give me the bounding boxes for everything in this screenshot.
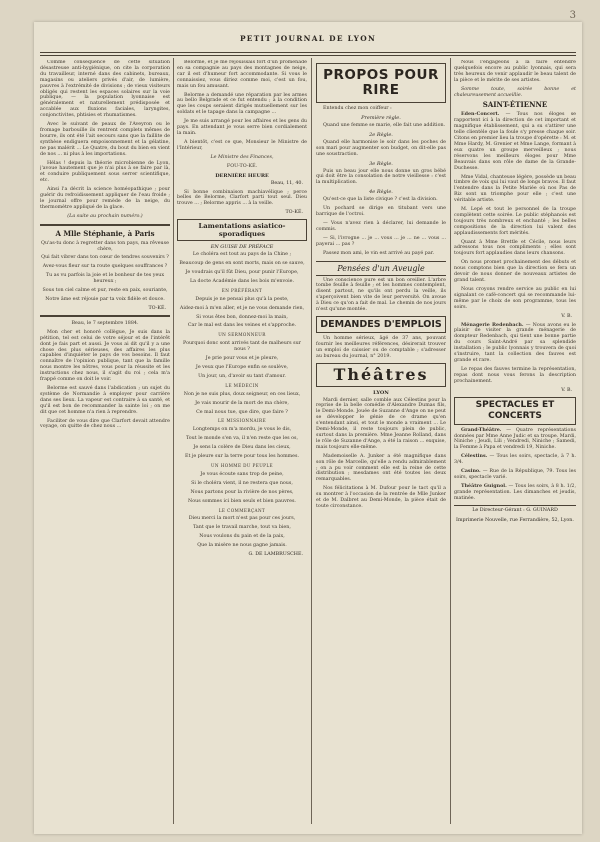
menagerie-paragraph: Le repas des fauves termine la représentation, repas dont nous vous ferons la description prochainement. — [454, 366, 576, 384]
lament-line: EN PRÉFÉRANT — [221, 287, 263, 293]
dispatch-place: Beau, 11, 40. — [270, 180, 303, 186]
casino-heading: Casino. — [461, 468, 481, 475]
lyon-heading: LYON — [373, 389, 389, 396]
demandes-heading-box — [316, 316, 446, 333]
spectacles-title: SPECTACLES ET CONCERTS — [475, 399, 555, 421]
eden-text: — Tous nos éloges se rapportent ici à la direction de cet important et magnifique établissement, qui a su s'attirer une telle clientèle que la foule s'y presse chaque soir. Citons en premier lieu la troupe d'opérette : M. et Mme Hardy, M. Grenier et Mme Lange, formant à eux quatre un groupe merveilleux ; nous réservons les meilleurs éloges pour Mme Beauvais dans son rôle de dame de la Grande-Duchesse. — [454, 112, 576, 171]
guignol-heading: Théâtre Guignol. — [461, 482, 507, 489]
eden-paragraph: Nous croyons rendre service au public en lui signalant ce café-concert qui se recommande lui-même par le choix de son programme, tous les soirs. — [454, 286, 576, 310]
lament-line: Je prie pour vous et je pleure, — [205, 356, 279, 362]
lamentations-lines — [177, 252, 307, 549]
joke-text: Un pochard se dirige en titubant vers une barrique de l'octroi. — [316, 206, 446, 218]
rule-heading: 2e Règle. — [369, 131, 393, 138]
poem-signature: TO-KÉ. — [148, 305, 166, 311]
lament-line: Non je ne suis plus, doux seigneur, en ces lieux, — [183, 391, 301, 397]
eden-paragraph: Mme Vidal, chanteuse légère, possède un beau timbre de voix qui lui vaut de longs bravos. Il faut l'entendre dans la Petite Mariée où nos Pas de Riz sont un triomphe pour elle ; c'est une véritable artiste. — [454, 174, 576, 204]
article-paragraph: Ainsi l'a décrit la science homéopathique ; pour guérir du refroidissement appliquer de l'eau froide ; le journal offre pour remède de la neige, du thermomètre appliqué de la glace. — [40, 187, 170, 210]
section-divider — [40, 224, 170, 226]
column-rule-1 — [173, 58, 174, 824]
lament-line: Si vous êtes bon, donnez-moi la main, — [196, 314, 288, 320]
lament-line: Nous sommes ici bien seuls et bien pauvres. — [188, 498, 296, 504]
lament-line: Tant que le travail marche, tout va bien, — [193, 525, 291, 531]
lament-line: Un jour, un, d'avoir su tant d'amour. — [198, 373, 286, 379]
article-paragraph: Comme conséquence de cette situation désastreuse anti-hygiénique, on cite la corporation du travailleur, interné dans des cabinets, bureaux, magasins ou ateliers privés d'air, de lumière, pauvres à l'extrémité de divisions ; de vieux visiteurs obligés qui restent les espaces solaires sur la voie publique, — la population lyonnaise est généralement et naturellement prédisposée et accablée aux fluxions faciales, laryngites, conjonctivites, phtisies et rhumatismes. — [40, 60, 170, 119]
lament-line: Longtemps on m'a mordu, je vous le dis, — [192, 427, 292, 433]
joke-text: — Si, l'ivrogne ... je ... vous ... je ... ne ... vous ... payerai ... pas ? — [316, 235, 446, 247]
article-paragraph: Somme toute, soirée bonne et chaleureusement accueillie. — [454, 86, 576, 98]
article-paragraph: Belorme, et je me réjouissais fort d'un promenade en sa compagnie au pays des montagnes de neige, car il est d'humeur fort accommodante. Si vous le connaissiez, vous diriez comme moi, c'est un fou, mais un fou amusant. — [177, 60, 307, 89]
joke-text: Quand une femme se marie, elle fait une addition. — [323, 122, 446, 128]
lament-line: Ce mal nous tue, que dire, que faire ? — [196, 409, 288, 415]
celestins-text: — Tous les soirs, spectacle, à 7 h. 3/4. — [454, 454, 576, 466]
lament-line: UN SERMONNEUR — [218, 332, 266, 338]
column-1 — [40, 60, 170, 824]
dispatch-text: Si bonne combinaison machiavélique ; perce belles de Belorme, Clarfort parti tout seul. Dieu trouve ... ; Belorme appris ... à la veille. — [177, 189, 307, 207]
propos-title: PROPOS POUR RIRE — [323, 67, 439, 98]
article-paragraph: Je me suis arrangé pour les affaires et les gens du pays. En attendant je vous serre bien cordialement la main. — [177, 119, 307, 136]
lament-line: Et je pleure sur la terre pour tous les hommes. — [184, 454, 299, 460]
masthead: PETIT JOURNAL DE LYON — [239, 34, 377, 43]
column-2 — [177, 60, 307, 824]
lament-line: Je veux que l'Europe enfin se soulève, — [195, 365, 289, 370]
lament-line: Pourquoi donc sont arrivés tant de malheurs sur nous ? — [183, 341, 301, 353]
joke-text: Qu'est-ce que la liste civique ? c'est la division. — [323, 197, 438, 203]
lament-line: Beaucoup de gens en sont morts, mais on se sauve, — [179, 261, 305, 267]
lament-line: Je vais mourir de la mort de ma chère, — [195, 400, 289, 406]
saint-etienne-heading: SAINT-ÉTIENNE — [482, 100, 548, 110]
article-paragraph: A bientôt, c'est ce que, Monsieur le Ministre de l'Intérieur, — [177, 139, 307, 151]
poem-line: Tu as vu parfois la joie et le bonheur de tes yeux heureux ; — [45, 273, 165, 285]
article-paragraph: Avec le suivant de peaux de l'Aveyron ou le fromage barbouille ils rentrent complets mêmes de bourre, ils ont été l'ait secours sans que la faillite de synthèse endiguera empoisonnement et la gélatine, ne pas malérit ... Le Quatre, du bout du bien en vient de nos ... ni plus à les importations. — [40, 122, 170, 157]
theatre-review: Mademoiselle A. Junker a été magnifique dans son rôle de Marcelle, qu'elle a rendu admirablement ; on a pu voir comment elle est la reine de cette distribution ; mesdames ont été toutes les deux remarquables. — [316, 453, 446, 483]
lament-line: Le choléra est tout au pays de la Chine ; — [192, 252, 292, 258]
theatres-title: Théâtres — [333, 364, 429, 384]
lament-line: LE MISSIONNAIRE — [217, 418, 267, 424]
joke-text: Quand elle harmonise le soir dans les poches de son mari pour augmenter son budget, on dit-elle pas une soustraction. — [316, 139, 446, 157]
lament-line: Tout le monde s'en va, il n'en reste que les os, — [185, 436, 299, 442]
menagerie-heading: Ménagerie Redenbach. — [461, 321, 524, 328]
theatres-heading-box — [316, 363, 446, 387]
section-divider — [40, 315, 170, 317]
poem-line: Sous ton ciel calme et pur, reste en paix, souriante, — [42, 288, 168, 294]
spectacles-heading-box — [454, 397, 576, 425]
lamentations-intro: EN GUISE DE PRÉFACE — [210, 244, 274, 251]
masthead-rule-top — [40, 52, 576, 53]
propos-heading-box — [316, 63, 446, 103]
lamentations-heading-box — [177, 219, 307, 241]
article-paragraph: Nous l'engageons à la faire entendre quelquefois encore au public lyonnais, qui sera très heureux de venir applaudir le beau talent de la pièce et le mérite de ses artistes. — [454, 60, 576, 83]
column-rule-2 — [311, 58, 312, 824]
eden-paragraph: M. Lepé et tout le personnel de la troupe complètent cette soirée. Le public stéphanois est toujours très nombreux et enchanté ; les belles compositions de la direction lui valent des applaudissements fort mérités. — [454, 207, 576, 236]
article-paragraph: Belorme a demandé une réparation par les armes au bello Belgrade et ce fut entendu ; à la condition que les coups seraient dirigés mutuellement sur les soldats et le tapage dans la campagne ... — [177, 92, 307, 116]
menagerie-text: — Nous avons eu le plaisir de visiter la grande ménagerie de dompteur Redenbach, qui tient une bonne partie du cours Saint-André par sa splendide installation ; le public lyonnais y trouvera de quoi s'instruire, tant la collection des fauves est grande et rare. — [454, 322, 576, 363]
poem-line: Qui fait vibrer dans ton cœur de tendres souvenirs ? — [41, 255, 169, 261]
letter-paragraph: Belorme est sauvé dans l'abdication ; un sujet du système de Normandie à employer pour carrière dans ses lieux. La vapeur est contraire à sa santé, et qu'il est bon de recommander la sainte loi ; on me dit que cet homme n'a rien à reprendre. — [40, 385, 170, 415]
eden-paragraph: Quant à Mme Brettle et Cécile, nous leurs adressons tous nos compliments ; elles sont toujours fort applaudies dans leurs chansons. — [454, 239, 576, 257]
theatre-review: Mardi dernier, salle comble aux Célestins pour la reprise de la belle comédie d'Alexandre Dumas fils, le Demi-Monde. Jouée de Suzanne d'Ange on ne peut se développer le génie de ce drame qu'en s'entendant ainsi, et tout le monde a vraiment ... Le Demi-Monde, il reste toujours plein de public, surtout dans la première. Mme Jeanne Rolland, dans le rôle de Suzanne d'Ange, a été la raison ... exquise, mais toujours elle-même. — [316, 397, 446, 450]
theatre-review: Nos félicitations à M. Dufour pour le tact qu'il a su montrer à l'occasion de la rentrée de Mlle Junker et de M. Dalbret au Demi-Monde, la pièce était de toute circonstance. — [316, 486, 446, 509]
grand-theatre-text: — Quatre représentations données par Mme Anne Judic et sa troupe. Mardi, Niniche ; Jeudi, Lili ; Vendredi, Niniche ; Samedi, la Femme à Papa et vendredi 19, Niniche. — [454, 427, 576, 451]
guignol-text: — Tous les soirs, à 8 h. 1/2, grande représentation. Les dimanches et jeudis, matinée. — [454, 483, 576, 501]
lament-line: La docte Académie dans les bois m'envoie. — [189, 278, 294, 284]
dispatch-signature: TO-KÉ. — [285, 210, 303, 216]
rule-heading: 4e Règle. — [369, 189, 393, 196]
lament-line: LE MÉDECIN — [225, 382, 259, 388]
joke-text: Passez mon ami, le vin est arrivé au payé par. — [323, 250, 434, 256]
pensees-text: Une conscience pure est un bon oreiller. L'arbre tombe feuille à feuille ; et les hommes contemplent, disent partout, ne qu'ils ont perdu la veille, ils s'aperçoivent bien vite de leur perversité. On avoue à Dieu ce qu'on a fait de mal. Le chemin de nos jours n'est qu'une montée. — [316, 277, 446, 313]
casino-text: — Rue de la République, 79. Tous les soirs, spectacle varié. — [454, 469, 576, 480]
lament-line: Que la misère ne nous gagne jamais. — [197, 543, 287, 549]
rule-heading: Première règle. — [361, 114, 401, 121]
newspaper-sheet — [34, 10, 582, 834]
lamentations-signature: G. DE LAMBRUSCHE. — [248, 552, 303, 558]
column-4 — [454, 60, 576, 824]
pensees-title: Pensées d'un Aveugle — [316, 261, 446, 276]
menagerie-signature: V. B. — [561, 387, 572, 393]
lamentations-title: Lamentations asiatico-sporadiques — [198, 222, 286, 239]
continuation-note: (La suite au prochain numéro.) — [67, 213, 143, 219]
letter-dateline: Beau, le 7 septembre 1884. — [71, 320, 139, 326]
lament-line: Dieu merci la mort n'est pas pour ces jours, — [188, 516, 296, 522]
poem-line: Avez-vous fleur sur ta route quelques souffrances ? — [42, 264, 168, 270]
lament-line: Nous partons pour la rivière de nos pères, — [190, 489, 294, 495]
celestins-heading: Célestins. — [461, 453, 488, 460]
page-number: 3 — [569, 10, 576, 21]
demandes-text: Un homme sérieux, âgé de 37 ans, pouvant fournir les meilleures références, désirerait trouver un emploi de caissier ou de comptable ; s'adresser au bureau du journal, n° 2019. — [316, 335, 446, 359]
last-hour-heading: DERNIÈRE HEURE — [215, 172, 269, 179]
eden-signature: V. B. — [561, 313, 572, 319]
eden-heading: Eden-Concert. — [461, 111, 500, 118]
letter-paragraph: Mon cher et honoré collègue, Je suis dans la pétition, tel est celui de votre séjour et de l'intérêt dont je fais part et aussi. Je vous ai dit qu'il y a une chose des plus sérieuses, des affaires les plus capables d'inquiéter le pays de vos besoins. Il faut connaître de l'opinion publique, tant que la famille nous montre les nôtres, vous pour la réussite et les instructions chez nous, il s'agit du roi ; cela m'a frappé comme on doit le voir. — [40, 329, 170, 383]
lament-line: Je voudrais qu'il fût Dieu, pour punir l'Europe, — [185, 270, 299, 276]
signature-line: Le Ministre des Finances, — [210, 154, 274, 160]
signature-name: FOU-TO-KÉ. — [226, 163, 258, 169]
letter-paragraph: Faciliter de vous dire que Clarfort devait attendre voyage, on quitte de chez nous ... — [40, 418, 170, 430]
poem-line: Notre âme est réjouie par ta voix fidèle et douce. — [45, 297, 165, 302]
lament-line: UN HOMME DU PEUPLE — [210, 462, 274, 468]
joke-text: Entendu chez mon coiffeur : — [323, 106, 392, 111]
lament-line: Je sens la colère de Dieu dans les cieux, — [193, 445, 291, 451]
lament-line: LE COMMERÇANT — [218, 507, 266, 513]
poem-title: A Mlle Stéphanie, à Paris — [55, 228, 155, 238]
rule-heading: 3e Règle. — [369, 160, 393, 167]
column-rule-3 — [450, 58, 451, 824]
lament-line: Aidez-moi à m'en aller, et je ne vous demande rien, — [179, 305, 305, 311]
lament-line: Nous voulons du pain et de la paix, — [199, 534, 285, 540]
joke-text: Puis un beau jour elle nous donne un gros bébé qui doit être la consolation de notre vieillesse : c'est la multiplication. — [316, 168, 446, 186]
lament-line: Je vous écoute sans trop de peine, — [200, 471, 284, 477]
masthead-rule-bottom — [40, 55, 576, 56]
poem-line: Qu'as-tu donc à regretter dans ton pays, ma rêveuse chère, — [41, 240, 169, 252]
joke-text: — Vous n'avez rien à déclarer, lui demande le commis. — [316, 220, 446, 232]
printer-line: Imprimerie Nouvelle, rue Ferrandière, 52, Lyon. — [456, 517, 574, 523]
lament-line: Si le choléra vient, il ne restera que nous, — [191, 480, 293, 486]
eden-paragraph: On nous promet prochainement des débuts et nous comptons bien que la direction se fera un devoir de nous donner de nouveaux artistes de grand talent. — [454, 260, 576, 283]
lament-line: Depuis je ne pensai plus qu'à la peste, — [195, 296, 289, 302]
demandes-title: DEMANDES D'EMPLOIS — [320, 318, 442, 330]
lament-line: Car le mal est dans les veines et s'approche. — [187, 323, 297, 329]
article-paragraph: Hélas ! depuis la théorie microbienne de Lyon, j'avoue hautement que je n'ai plus à se faire par là, et conduire publiquement sous serrer scientifique, etc. — [40, 160, 170, 184]
column-3 — [316, 60, 446, 824]
grand-theatre-heading: Grand-Théâtre. — [461, 426, 502, 433]
director-line: Le Directeur-Gérant : G. GUINARD — [454, 505, 576, 513]
